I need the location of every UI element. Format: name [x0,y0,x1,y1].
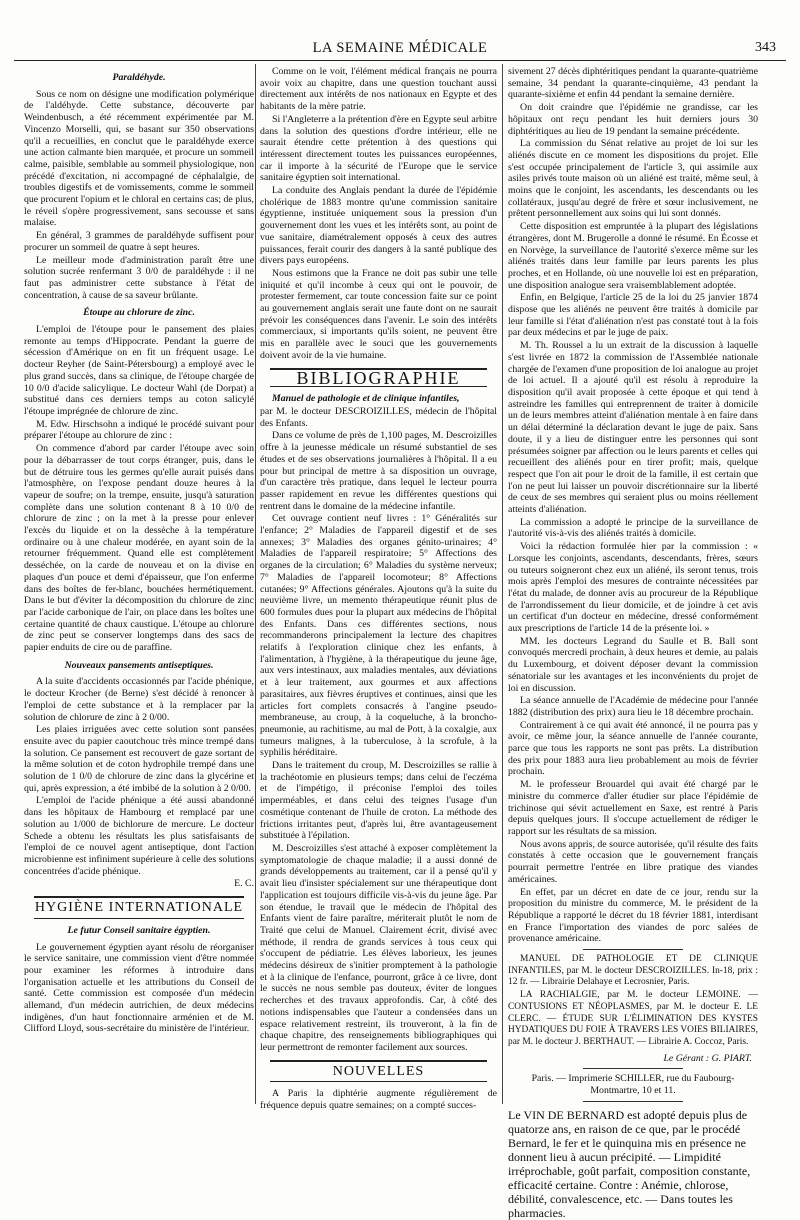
paragraph: A la suite d'accidents occasionnés par l'acide phénique, le docteur Krocher (de Berne) s'est décidé à renoncer à l'emploi de cette substance et à la remplacer par la solution de chlorure de zinc à 2 0/00. [24,676,254,723]
page-header [14,38,786,58]
paragraph: MM. les docteurs Legrand du Saulle et B. Ball sont convoqués mercredi prochain, à deux heures et demie, au palais du Luxembourg, et doivent déposer devant la commission sénatoriale sur les avantages et les inconvénients du projet de loi en discussion. [508,635,758,694]
paragraph: Si l'Angleterre a la prétention d'ère en Egypte seul arbitre dans la solution des questions d'ordre intérieur, elle ne saurait étendre cette prétention à des questions qui intéressent directement toutes les puissances européennes, car il importe à la sécurité de l'Europe que le service sanitaire égyptien soit international. [260,113,497,184]
paragraph: L'emploi de l'acide phénique a été aussi abandonné dans les hôpitaux de Hambourg et remplacé par une solution au 1/000 de bichlorure de mercure. Le docteur Schede a obtenu les résultats les plus satisfaisants de l'emploi de ce nouvel agent antiseptique, dont l'action microbienne est infiniment supérieure à celle des solutions concentrées d'acide phénique. [24,795,254,877]
paragraph: Dans le traitement du croup, M. Descroizilles se rallie à la trachéotomie en plusieurs temps; dans celui de l'eczéma et de l'impétigo, il préconise l'emploi des toiles imperméables, et dans celui des teignes l'usage d'un cosmétique contenant de l'huile de croton. La méthode des frictions irritantes peut, d'après lui, être avantageusement substituée à l'épilation. [260,760,497,842]
paragraph: Le meilleur mode d'administration paraît être une solution sucrée renfermant 3 0/0 de paraldéhyde : il ne faut pas administrer cette substance à l'état de concentration, à cause de sa saveur brûlante. [24,254,254,301]
section-heading: Nouveaux pansements antiseptiques. [64,659,214,671]
paragraph: La commission a adopté le principe de la surveillance de l'autorité vis-à-vis des aliénés traités à domicile. [508,516,758,540]
paragraph: On commence d'abord par carder l'étoupe avec soin pour la débarrasser de tout corps étranger, puis, dans le but de détruire tous les germes qu'elle aurait puisés dans l'atmosphère, on l'expose pendant douze heures à la vapeur de soufre; on la trempe, ensuite, jusqu'à saturation complète dans une solution contenant 8 à 10 0/0 de chlorure de zinc ; on la met à la presse pour enlever l'excès du liquide et on la dessèche à la température ordinaire ou à une chaleur modérée, en ayant soin de la retourner fréquemment. Quand elle est complètement desséchée, on la carde de nouveau et on la divise en plaques d'un pouce et demi d'épaisseur, que l'on enferme dans des boîtes de fer-blanc, bouchées hermétiquement. Dans le but d'éviter la décomposition du chlorure de zinc par l'acide carbonique de l'air, on place dans les boîtes une certaine quantité de chaux caustique. L'étoupe au chlorure de zinc peut se conserver longtemps dans des sacs de papier enduits de cire ou de paraffine. [24,443,254,654]
section-rule [270,1060,487,1062]
journal-title: LA SEMAINE MÉDICALE [312,40,488,56]
paragraph: Contrairement à ce qui avait été annoncé, il ne pourra pas y avoir, ce même jour, la séance annuelle de l'année courante, parce que tous les rapports ne sont pas prêts. La distribution des prix pour 1883 aura lieu probablement au mois de février prochain. [508,719,758,778]
paragraph: sivement 27 décès diphtéritiques pendant la quarante-quatrième semaine, 34 pendant la quarante-cinquième, 43 pendant la quarante-sixième et enfin 44 pendant la semaine dernière. [508,66,758,101]
section-rule [34,918,244,919]
paragraph: En effet, par un décret en date de ce jour, rendu sur la proposition du ministre du commerce, M. le président de la République a rapporté le décret du 18 février 1881, interdisant en France l'importation des viandes de porc salées de provenance américaine. [508,886,758,945]
section-heading: Le futur Conseil sanitaire égyptien. [67,924,211,936]
paragraph: M. Edw. Hirschsohn a indiqué le procédé suivant pour préparer l'étoupe au chlorure de zinc : [24,418,254,442]
column-divider [502,64,503,1104]
section-rule [270,1081,487,1082]
paragraph: Comme on le voit, l'élément médical français ne pourra avoir voix au chapitre, dans une question touchant aussi directement aux intérêts de nos nationaux en Egypte et des habitants de la mère patrie. [260,66,497,113]
publication-notice: MANUEL DE PATHOLOGIE ET DE CLINIQUE INFANTILES, par M. le docteur DESCROIZILLES. In-18, prix : 12 fr. — Librairie Delahaye et Lecrosnier, Paris. [508,954,758,988]
paragraph: La séance annuelle de l'Académie de médecine pour l'année 1882 (distribution des prix) aura lieu le 18 décembre prochain. [508,695,758,718]
manager-signature: Le Gérant : G. PIART. [663,1052,752,1064]
printer-notice: Paris. — Imprimerie SCHILLER, rue du Faubourg-Montmartre, 10 et 11. [531,1073,735,1097]
book-title: Manuel de pathologie et de clinique infantiles, [272,393,460,405]
section-rule [34,896,244,898]
paragraph: Nous estimons que la France ne doit pas subir une telle iniquité et qu'il incombe à ceux qui ont le pouvoir, de protester fermement, car toute concession faite sur ce point au gouvernement anglais serait une faute dont on ne saurait prévoir les conséquences dans l'avenir. Le soin des intérêts commerciaux, si importants qu'ils soient, ne peuvent être mis en parallèle avec le souci que les gouvernements doivent avoir de la vie humaine. [260,267,497,361]
section-heading: Étoupe au chlorure de zinc. [83,307,195,319]
divider [583,1068,683,1069]
paragraph: Dans ce volume de près de 1,100 pages, M. Descroizilles offre à la jeunesse médicale un résumé substantiel de ses études et de ses observations journalières à l'hôpital. Il a eu pour but principal de mettre à sa disposition un ouvrage, d'un caractère très pratique, dans lequel le lecteur pourra passer rapidement en revue les différentes questions qui rentrent dans le domaine de la médecine infantile. [260,430,497,512]
column-right [508,66,759,1220]
news-title: NOUVELLES [332,1063,425,1079]
paragraph: M. Descroizilles s'est attaché à exposer complètement la symptomatologie de chaque maladie; il a aussi donné de grands développements au traitement, car il a pensé qu'il y avait lieu d'insister spécialement sur une thérapeutique dont l'application est toujours difficile vis-à-vis du jeune âge. Par son étendue, le travail que le médecin de l'hôpital des Enfants vient de faire paraître, mériterait plutôt le nom de Traité que celui de Manuel. Clairement écrit, divisé avec méthode, il rendra de grands services à tous ceux qui s'occupent de pédiatrie. Les élèves laborieux, les jeunes médecins désireux de s'initier promptement à la pathologie et à la clinique de l'enfance, pourront, grâce à ce livre, dont le succès ne nous semble pas douteux, éviter de longues recherches et des travaux approfondis. Car, à côté des notions indispensables que l'auteur a condensées dans un espace relativement restreint, ils trouveront, à la fin de chaque chapitre, des renseignements bibliographiques qui leur permettront de remonter facilement aux sources. [260,843,497,1053]
paragraph: A Paris la diphtérie augmente régulièrement de fréquence depuis quatre semaines; on a compté succes- [260,1088,497,1112]
publication-notice: LA RACHIALGIE, par M. le docteur LEMOINE. — CONTUSIONS ET NÉOPLASMES, par M. le docteur E. LE CLERC. — ÉTUDE SUR L'ÉLIMINATION DES KYSTES HYDATIQUES DU FOIE À TRAVERS LES VOIES BILIAIRES, par M. le docteur J. BERTHAUT. — Librairie A. Coccoz, Paris. [508,990,759,1047]
paragraph: Nous avons appris, de source autorisée, qu'il résulte des faits constatés à cette occasion que le gouvernement français pourrait permettre l'entrée en libre pratique des viandes américaines. [508,838,758,885]
paragraph: Les plaies irriguées avec cette solution sont pansées ensuite avec du papier caoutchouc très mince trempé dans la solution. Ce pansement est recouvert de gaze sortant de la même solution et de coton hydrophile trempé dans une solution de 1 0/0 de chlorure de zinc dans la glycérine et qui, après expression, a été imbibé de la solution à 2 0/00. [24,724,254,794]
paragraph: M. le professeur Brouardel qui avait été chargé par le ministre du commerce d'aller étudier sur place l'épidémie de trichinose qui sévit actuellement en Saxe, est rentré à Paris depuis quelques jours. Il s'occupe actuellement de rédiger le rapport sur les résultats de sa mission. [508,779,758,837]
header-rule [14,60,786,61]
paragraph: L'emploi de l'étoupe pour le pansement des plaies remonte au temps d'Hippocrate. Pendant la guerre de sécession d'Amérique on en fit un fréquent usage. Le docteur Reyher (de Saint-Pétersbourg) a employé avec le plus grand succès, dans sa clinique, de l'étoupe chargée de 10 0/0 d'acide salicylique. Le docteur Wahl (de Dorpat) a substitué dans ces derniers temps au coton salicylé l'étoupe imprégnée de chlorure de zinc. [24,324,254,417]
paragraph: On doit craindre que l'épidémie ne grandisse, car les hôpitaux ont reçu pendant les huit derniers jours 30 diphtéritiques au lieu de 19 pendant la semaine précédente. [508,102,758,137]
book-author: par M. le docteur DESCROIZILLES, médecin de l'hôpital des Enfants. [260,405,497,429]
column-middle [260,66,497,1112]
paragraph: Le gouvernement égyptien ayant résolu de réorganiser le service sanitaire, une commission vient d'être nommée pour examiner les réformes à introduire dans l'organisation actuelle et les attributions du Conseil de santé. Cette commission est composée d'un médecin allemand, d'un médecin autrichien, de deux médecins indigènes, d'un haut fonctionnaire arménien et de M. Clifford Lloyd, sous-secrétaire du ministère de l'intérieur. [24,941,254,1035]
paragraph: M. Th. Roussel a lu un extrait de la discussion à laquelle s'est livrée en 1872 la commission de l'Assemblée nationale chargée de l'examen d'une proposition de loi analogue au projet de loi actuel. Il a ajouté qu'il est résolu à reproduire la disposition qu'il avait proposée à cette époque et qui tend à astreindre les familles qui entreprennent de traiter à domicile un de leurs membres atteint d'aliénation mentale à en faire dans un délai déterminé la déclaration devant le juge de paix. Sans doute, il y a lieu de distinguer entre les personnes qui sont présumées soigner par affection ou le leurs parents et celles qui recueillent des aliénés pour en tirer profit; mais, quelque respect que l'on ait pour le droit de la famille, il est certain que l'on ne peut lui laisser un pouvoir discrétionnaire sur la liberté de ceux de ses membres qui seraient plus ou moins réellement atteints d'aliénation. [508,340,758,516]
advertisement: Le VIN DE BERNARD est adopté depuis plus de quatorze ans, en raison de ce que, par le procédé Bernard, le fer et le quinquina mis en présence ne donnent lieu à aucun précipité. — Limpidité irréprochable, goût parfait, composition constante, efficacité certaine. Contre : Anémie, chlorose, débilité, convalescence, etc. — Dans toutes les pharmacies. [508,1107,751,1220]
paragraph: En général, 3 grammes de paraldéhyde suffisent pour procurer un sommeil de quatre à sept heures. [24,230,254,253]
section-title: HYGIÈNE INTERNATIONALE [34,900,244,916]
paragraph: Enfin, en Belgique, l'article 25 de la loi du 25 janvier 1874 dispose que les aliénés ne peuvent être traités à domicile par leur famille si l'état d'aliénation n'est pas constaté tout à la fois par deux médecins et par le juge de paix. [508,292,758,339]
divider [583,949,683,950]
paragraph: La conduite des Anglais pendant la durée de l'épidémie cholérique de 1883 montre qu'une commission sanitaire égyptienne, instituée uniquement sous la pression d'un gouvernement dont les vues et les intérêts sont, au point de vue sanitaire, diamétralement opposés à ceux des autres puissances, ferait courir des dangers à la santé publique des divers pays européens. [260,185,497,267]
section-heading: Paraldéhyde. [112,72,166,83]
column-left [24,66,254,1106]
paragraph: Sous ce nom on désigne une modification polymérique de l'aldéhyde. Cette substance, découverte par Weindenbusch, a été récemment expérimentée par M. Vincenzo Morselli, qui, se basant sur 350 observations qu'il a recueillies, en conclut que le paraldéhyde exerce une action calmante bien marquée, et procure un sommeil calme, paisible, semblable au sommeil physiologique, non précédé d'excitation, ni accompagné de céphalalgie, de troubles digestifs et de vomissements, comme le sommeil que procurent l'opium et le chloral en certains cas; de plus, le réveil s'opère progressivement, sans secousse et sans malaise. [24,88,255,229]
page-number: 343 [755,40,776,55]
column-divider [255,64,256,1104]
bibliography-title: BIBLIOGRAPHIE [296,367,461,388]
divider [583,1101,683,1102]
author-signature: E. C. [234,878,254,890]
paragraph: Voici la rédaction formulée hier par la commission : « Lorsque les conjoints, ascendants, descendants, frères, sœurs ou tuteurs soigneront chez eux un aliéné, ils seront tenus, trois mois après l'emploi des mesures de contrainte nécessitées par l'état du malade, de donner avis au procureur de la République de l'arrondissement du lieur domicile, et de joindre à cet avis un certificat d'un docteur en médecine, dressé conformément aux prescriptions de l'article 14 de la présente loi. » [508,541,758,635]
paragraph: Cet ouvrage contient neuf livres : 1° Généralités sur l'enfance; 2° Maladies de l'appareil digestif et de ses annexes; 3° Maladies des organes génito-urinaires; 4° Maladies de l'appareil respiratoire; 5° Affections des organes de la circulation; 6° Maladies du système nerveux; 7° Maladies de l'appareil locomoteur; 8° Affections cutanées; 9° Affections générales. Ajoutons qu'à la suite du neuvième livre, un memento thérapeutique réunit plus de 600 formules dues pour la plupart aux médecins de l'hôpital des Enfants. Dans ces différentes sections, nous recommanderons principalement la lecture des chapitres relatifs à l'exploration clinique chez les enfants, à l'alimentation, à l'hygiène, à la thérapeutique du jeune âge, aux vers intestinaux, aux maladies mentales, aux déviations et à leur traitement, aux gourmes et aux affections parasitaires, aux fièvres éruptives et continues, ainsi que les articles fort complets consacrés à l'angine pseudo-membraneuse, au croup, à la coqueluche, à la broncho-pneumonie, au rachitisme, au mal de Pott, à la coxalgie, aux tumeurs malignes, à la tuberculose, à la scrofule, à la syphilis héréditaire. [260,513,497,759]
paragraph: Cette disposition est empruntée à la plupart des législations étrangères, dont M. Brugerolle a donné le résumé. En Écosse et en Norvège, la surveillance de l'autorité s'exerce même sur les aliénés traités dans leur famille par leurs parents les plus proches, et en Hollande, où une nouvelle loi est en préparation, une disposition analogue sera vraisemblablement adoptée. [508,221,758,291]
paragraph: La commission du Sénat relative au projet de loi sur les aliénés discute en ce moment les dispositions du projet. Elle s'est occupée principalement de l'article 3, qui assimile aux asiles privés toute maison où un aliéné est traité, même seul, à moins que le conjoint, les ascendants, les descendants ou les collatéraux, jusqu'au degré de frère et sœur inclusivement, ne prêtent personnellement aux soins qui lui sont donnés. [508,138,758,220]
